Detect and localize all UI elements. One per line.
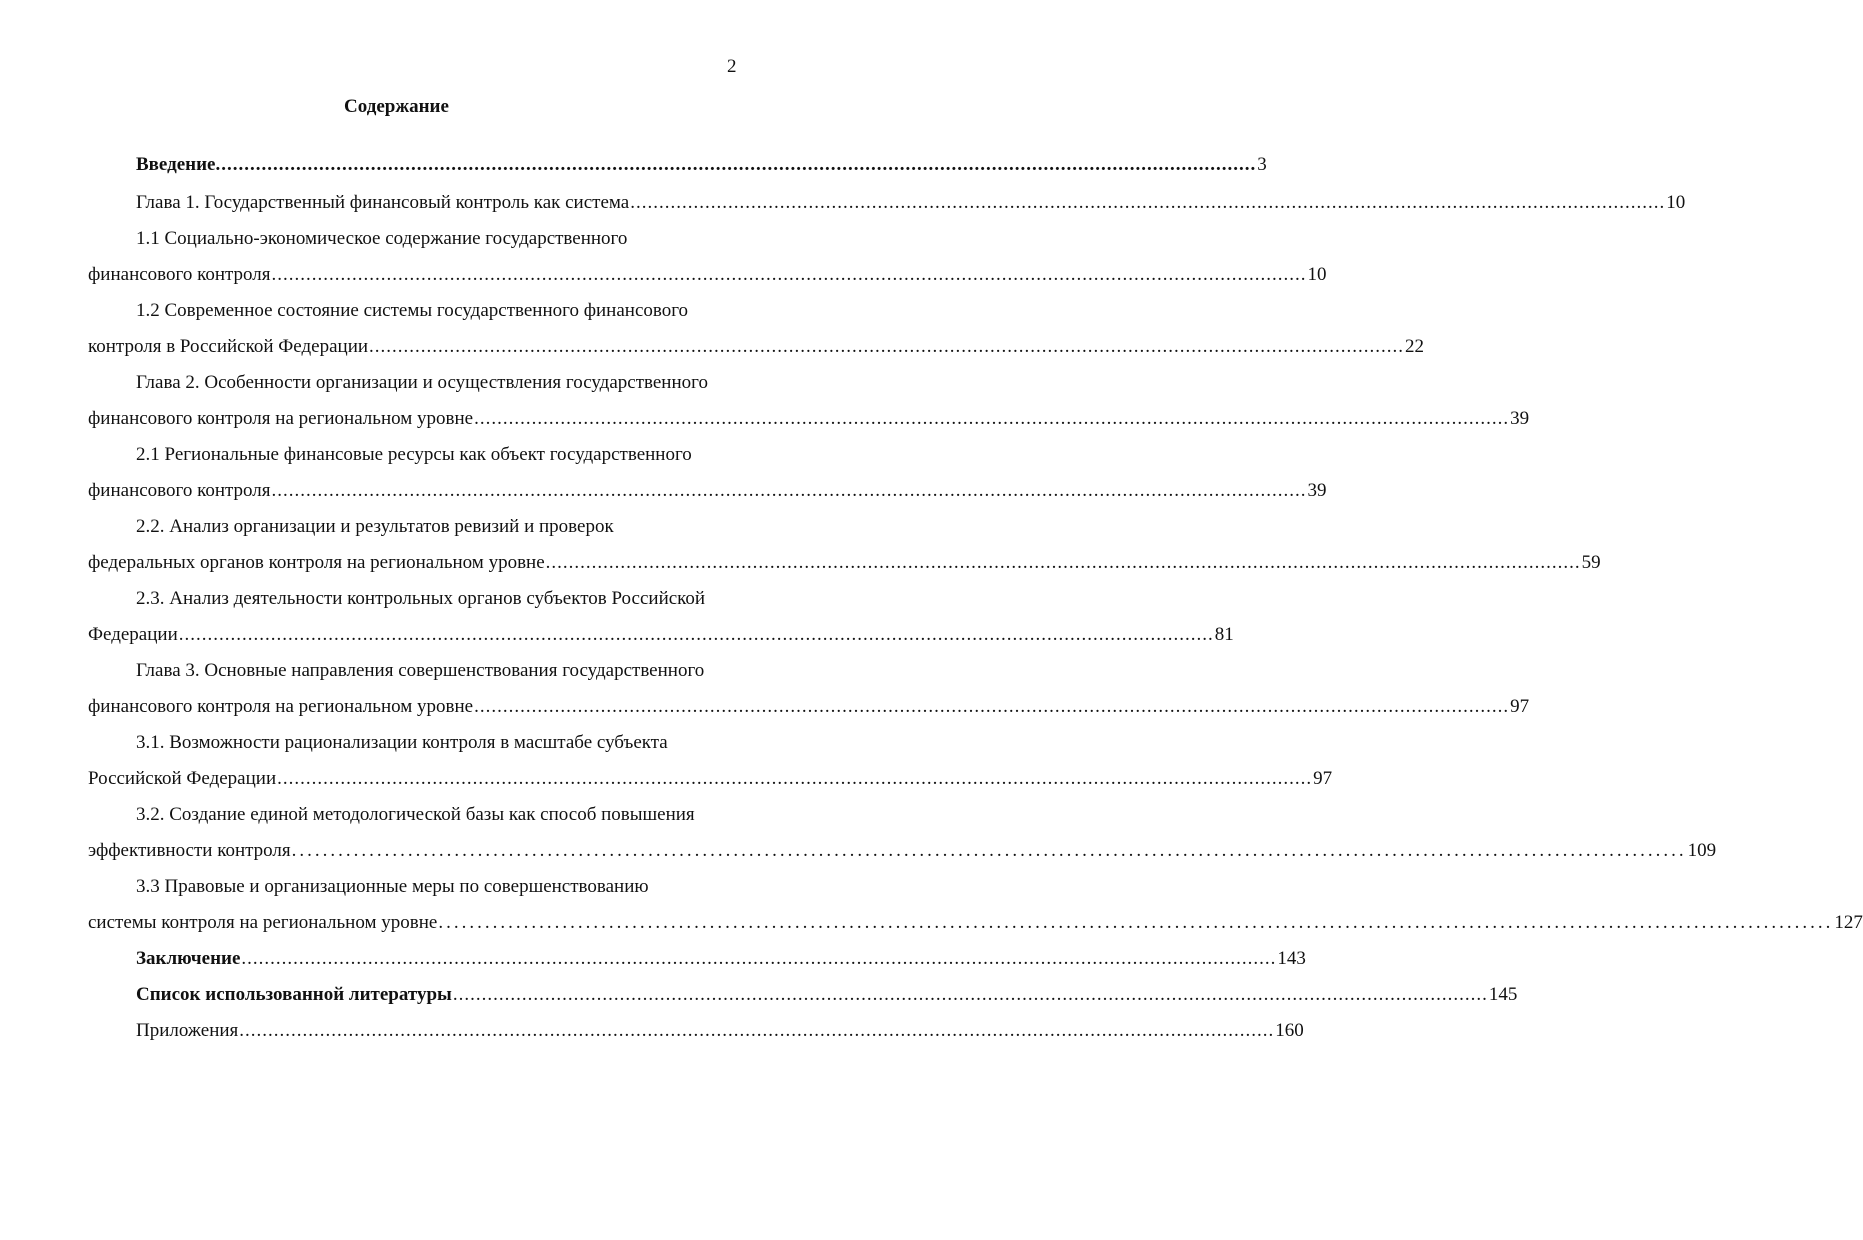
dot-leader: .................................................................................................................................................................................... bbox=[438, 912, 1834, 933]
dot-leader: .................................................................................................................................................................................... bbox=[291, 840, 1687, 861]
toc-entry-chapter-3-line1: Глава 3. Основные направления совершенствования государственного bbox=[136, 660, 705, 681]
toc-entry-3-3 bbox=[88, 911, 1863, 935]
dot-leader: .................................................................................................................................................................................... bbox=[474, 408, 1510, 429]
toc-entry-text: финансового контроля на региональном уровне bbox=[88, 408, 474, 429]
toc-entry-text: Глава 1. Государственный финансовый контроль как система bbox=[136, 192, 630, 213]
toc-page-number: 160 bbox=[1275, 1020, 1304, 1041]
toc-page-number: 22 bbox=[1405, 336, 1425, 357]
dot-leader: .................................................................................................................................................................................... bbox=[271, 264, 1307, 285]
toc-entry-intro bbox=[136, 153, 1267, 177]
dot-leader: .................................................................................................................................................................................... bbox=[452, 984, 1488, 1005]
toc-entry-text: Введение. bbox=[136, 154, 221, 175]
toc-entry-3-3-line1: 3.3 Правовые и организационные меры по совершенствованию bbox=[136, 876, 649, 897]
toc-entry-chapter-1 bbox=[136, 191, 1686, 215]
dot-leader: .................................................................................................................................................................................... bbox=[369, 336, 1405, 357]
page-title: Содержание bbox=[344, 96, 449, 117]
toc-entry-text: системы контроля на региональном уровне bbox=[88, 912, 438, 933]
toc-entry-2-2 bbox=[88, 551, 1601, 575]
toc-entry-conclusion bbox=[136, 947, 1306, 971]
toc-entry-3-1-line1: 3.1. Возможности рационализации контроля в масштабе субъекта bbox=[136, 732, 668, 753]
toc-entry-chapter-2-line1: Глава 2. Особенности организации и осуществления государственного bbox=[136, 372, 708, 393]
toc-entry-appendices bbox=[136, 1019, 1304, 1043]
dot-leader: .................................................................................................................................................................................... bbox=[630, 192, 1666, 213]
toc-page-number: 109 bbox=[1687, 840, 1717, 861]
toc-entry-3-2 bbox=[88, 839, 1717, 863]
dot-leader: .................................................................................................................................................................................... bbox=[277, 768, 1313, 789]
toc-page-number: 97 bbox=[1510, 696, 1530, 717]
dot-leader: .................................................................................................................................................................................... bbox=[545, 552, 1581, 573]
toc-entry-2-1-line1: 2.1 Региональные финансовые ресурсы как объект государственного bbox=[136, 444, 692, 465]
toc-page-number: 39 bbox=[1510, 408, 1530, 429]
toc-entry-chapter-3 bbox=[88, 695, 1530, 719]
toc-entry-1-1 bbox=[88, 263, 1327, 287]
dot-leader: .................................................................................................................................................................................... bbox=[474, 696, 1510, 717]
toc-page-number: 145 bbox=[1488, 984, 1518, 1005]
page-number: 2 bbox=[727, 56, 737, 77]
toc-entry-chapter-2 bbox=[88, 407, 1530, 431]
toc-entry-text: Российской Федерации bbox=[88, 768, 277, 789]
dot-leader: .................................................................................................................................................................................... bbox=[271, 480, 1307, 501]
toc-entry-text: контроля в Российской Федерации bbox=[88, 336, 369, 357]
toc-entry-text: финансового контроля bbox=[88, 480, 271, 501]
toc-entry-2-1 bbox=[88, 479, 1327, 503]
toc-page-number: 3 bbox=[1257, 154, 1267, 175]
toc-entry-1-1-line1: 1.1 Социально-экономическое содержание государственного bbox=[136, 228, 628, 249]
toc-entry-1-2-line1: 1.2 Современное состояние системы государственного финансового bbox=[136, 300, 689, 321]
toc-entry-2-3 bbox=[88, 623, 1234, 647]
toc-page-number: 39 bbox=[1307, 480, 1327, 501]
toc-page-number: 97 bbox=[1313, 768, 1333, 789]
toc-entry-references bbox=[136, 983, 1518, 1007]
toc-entry-text: эффективности контроля bbox=[88, 840, 291, 861]
toc-entry-text: федеральных органов контроля на региональном уровне bbox=[88, 552, 545, 573]
toc-entry-text: Приложения bbox=[136, 1020, 239, 1041]
toc-entry-text: финансового контроля bbox=[88, 264, 271, 285]
dot-leader: .................................................................................................................................................................................... bbox=[241, 948, 1277, 969]
toc-page-number: 143 bbox=[1277, 948, 1306, 969]
toc-entry-3-1 bbox=[88, 767, 1333, 791]
toc-entry-text: финансового контроля на региональном уровне bbox=[88, 696, 474, 717]
toc-entry-text: Федерации bbox=[88, 624, 178, 645]
toc-entry-text: Список использованной литературы bbox=[136, 984, 452, 1005]
toc-page-number: 10 bbox=[1666, 192, 1686, 213]
toc-page-number: 59 bbox=[1581, 552, 1601, 573]
toc-entry-text: Заключение bbox=[136, 948, 241, 969]
toc-entry-3-2-line1: 3.2. Создание единой методологической базы как способ повышения bbox=[136, 804, 695, 825]
toc-entry-1-2 bbox=[88, 335, 1425, 359]
toc-page-number: 127 bbox=[1834, 912, 1863, 933]
dot-leader: .................................................................................................................................................................................... bbox=[178, 624, 1214, 645]
toc-entry-2-2-line1: 2.2. Анализ организации и результатов ревизий и проверок bbox=[136, 516, 614, 537]
dot-leader: .................................................................................................................................................................................... bbox=[221, 154, 1257, 175]
dot-leader: .................................................................................................................................................................................... bbox=[239, 1020, 1275, 1041]
toc-page-number: 10 bbox=[1307, 264, 1327, 285]
toc-page-number: 81 bbox=[1214, 624, 1234, 645]
toc-entry-2-3-line1: 2.3. Анализ деятельности контрольных органов субъектов Российской bbox=[136, 588, 706, 609]
